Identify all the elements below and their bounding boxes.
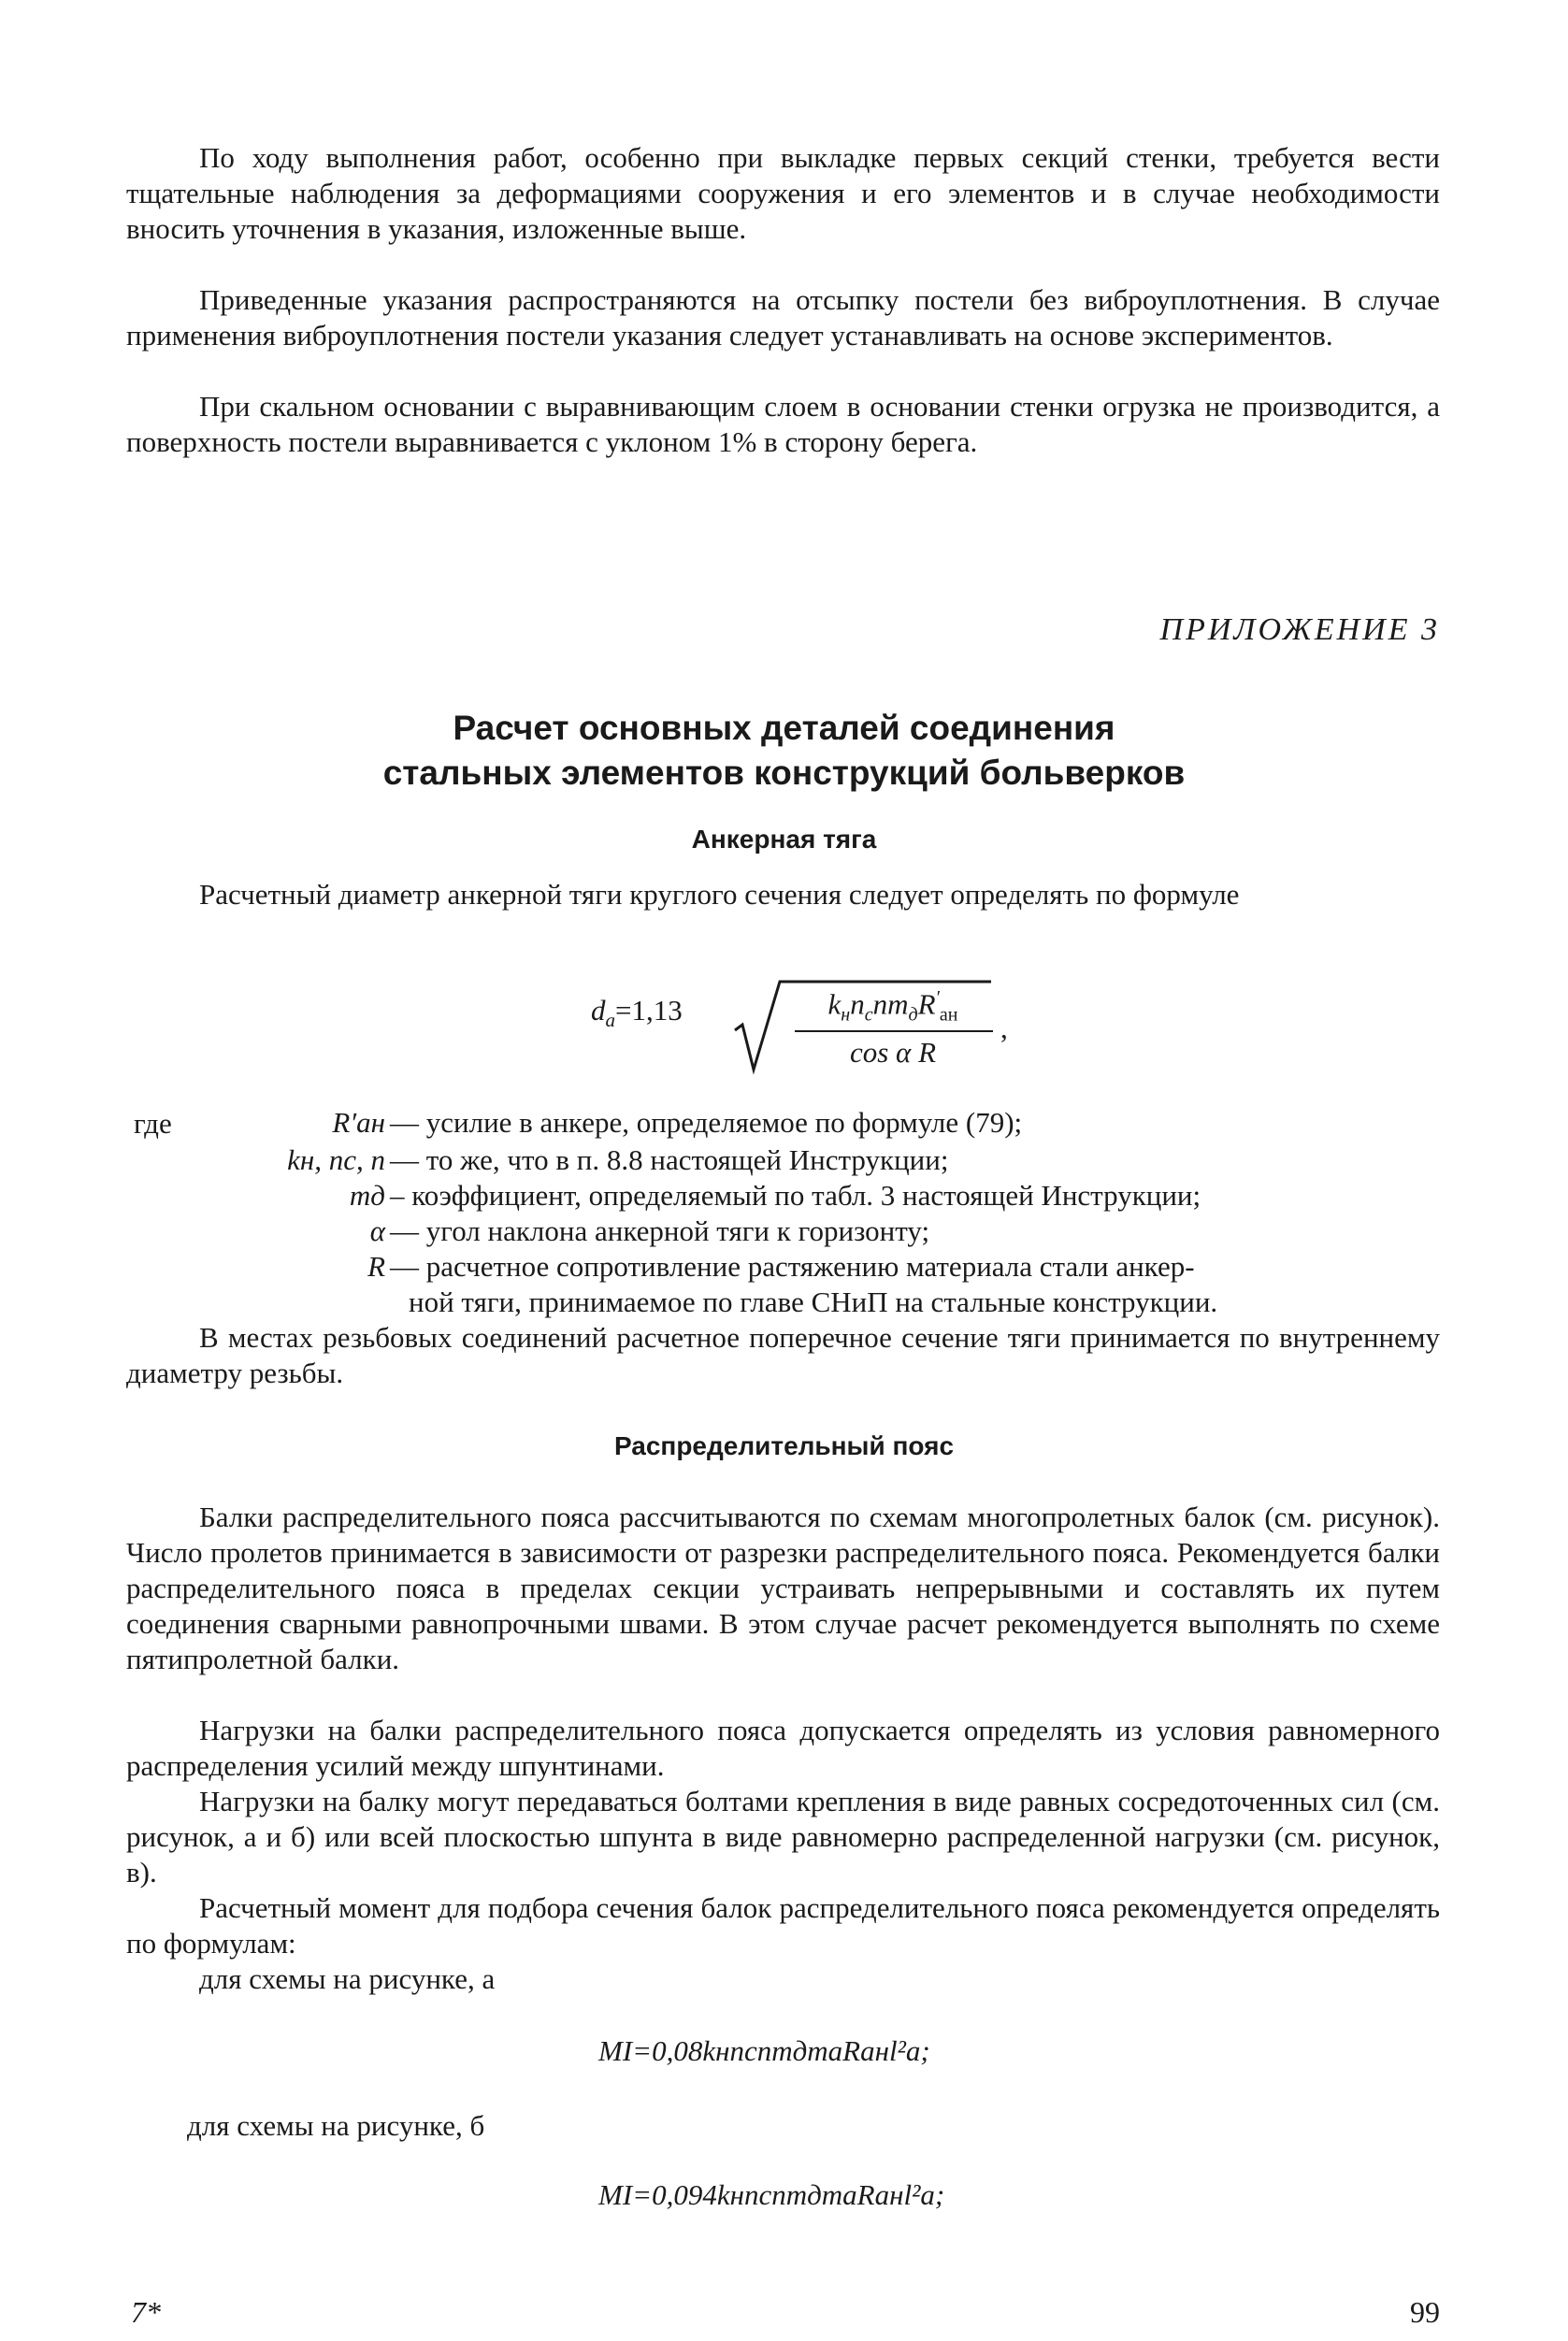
scheme-b-label: для схемы на рисунке, б — [187, 2109, 485, 2142]
definition-row — [126, 1143, 1440, 1179]
definition-symbol: α — [369, 1214, 385, 1247]
heading-distribution-belt: Распределительный пояс — [613, 1431, 955, 1460]
paragraph-intro-3: При скальном основании с выравнивающим слоем в основании стенки огрузка не производится, а поверхность постели выравнивается с уклоном 1% в сторону берега. — [126, 390, 1440, 458]
section-title — [0, 706, 1568, 796]
appendix-label: ПРИЛОЖЕНИЕ 3 — [1159, 612, 1440, 647]
title-line-2: стальных элементов конструкций больверков — [382, 754, 1186, 792]
paragraph-distrib-2: Нагрузки на балки распределительного пояса допускается определять из условия равномерного распределения усилий между шпунтинами. — [126, 1714, 1440, 1782]
definition-symbol: kн, nс, n — [287, 1143, 385, 1176]
definition-row — [126, 1179, 1440, 1214]
formula-moment-a: MI=0,08kнnсnmдmаRанl²а; — [598, 2034, 930, 2067]
paragraph-intro-2: Приведенные указания распространяются на отсыпку постели без виброуплотнения. В случае применения виброуплотнения постели указания следует устанавливать на основе экспериментов. — [126, 283, 1440, 352]
paragraph-distrib-4: Расчетный момент для подбора сечения балок распределительного пояса рекомендуется определять по формулам: — [126, 1891, 1440, 1960]
definition-row — [126, 1250, 1440, 1285]
title-line-1: Расчет основных деталей соединения — [453, 709, 1115, 747]
paragraph-distrib-3: Нагрузки на балку могут передаваться болтами крепления в виде равных сосредоточенных сил (см. рисунок, а и б) или всей плоскостью шпунта в виде равномерно распределенной нагрузки (см. рисунок, в). — [126, 1785, 1440, 1889]
page-number: 99 — [1410, 2295, 1440, 2329]
definition-continuation: ной тяги, принимаемое по главе СНиП на стальные конструкции. — [409, 1285, 1218, 1318]
where-label: где — [134, 1107, 172, 1140]
definition-text: — усилие в анкере, определяемое по формуле (79); — [390, 1106, 1023, 1139]
paragraph-distrib-1: Балки распределительного пояса рассчитываются по схемам многопролетных балок (см. рисунок). Число пролетов принимается в зависимости от разрезки распределительного пояса. Рекомендуется балки распределительного пояса в пределах секции устраивать непрерывными и составлять их путем соединения сварными равнопрочными швами. В этом случае расчет рекомендуется выполнять по схеме пятипролетной балки. — [126, 1501, 1440, 1675]
paragraph-anchor-intro: Расчетный диаметр анкерной тяги круглого сечения следует определять по формуле — [199, 878, 1240, 911]
formula-lhs: $d_а=1,13$ — [591, 994, 683, 1032]
definition-symbol: R′ан — [332, 1106, 385, 1139]
definition-symbol: R — [367, 1250, 385, 1283]
heading-anchor-rod: Анкерная тяга — [691, 825, 877, 854]
paragraph-intro-1: По ходу выполнения работ, особенно при выкладке первых секций стенки, требуется вести тщательные наблюдения за деформациями сооружения и его элементов и в случае необходимости вносить уточнения в указания, изложенные выше. — [126, 141, 1440, 245]
formula-denominator: cos α R — [849, 1036, 937, 1069]
scheme-a-label: для схемы на рисунке, а — [199, 1962, 496, 1995]
definition-text: — угол наклона анкерной тяги к горизонту; — [390, 1214, 930, 1247]
fraction-bar — [795, 1029, 996, 1033]
definition-text: — расчетное сопротивление растяжению материала стали анкер- — [390, 1250, 1195, 1283]
definition-symbol: mд — [349, 1179, 385, 1212]
definition-text: — то же, что в п. 8.8 настоящей Инструкции; — [390, 1143, 949, 1176]
paragraph-thread-note: В местах резьбовых соединений расчетное поперечное сечение тяги принимается по внутреннему диаметру резьбы. — [126, 1321, 1440, 1389]
formula-numerator: $k_нn_сnm_дR'_{ан}$ — [827, 987, 958, 1026]
definition-text: – коэффициент, определяемый по табл. 3 настоящей Инструкции; — [390, 1179, 1201, 1212]
formula-comma: , — [1000, 1012, 1008, 1044]
definition-row — [126, 1214, 1440, 1250]
formula-moment-b: MI=0,094kнnсnmдmаRанl²а; — [598, 2178, 945, 2211]
footer-signature-mark: 7* — [131, 2295, 161, 2329]
definition-row — [126, 1106, 1440, 1142]
